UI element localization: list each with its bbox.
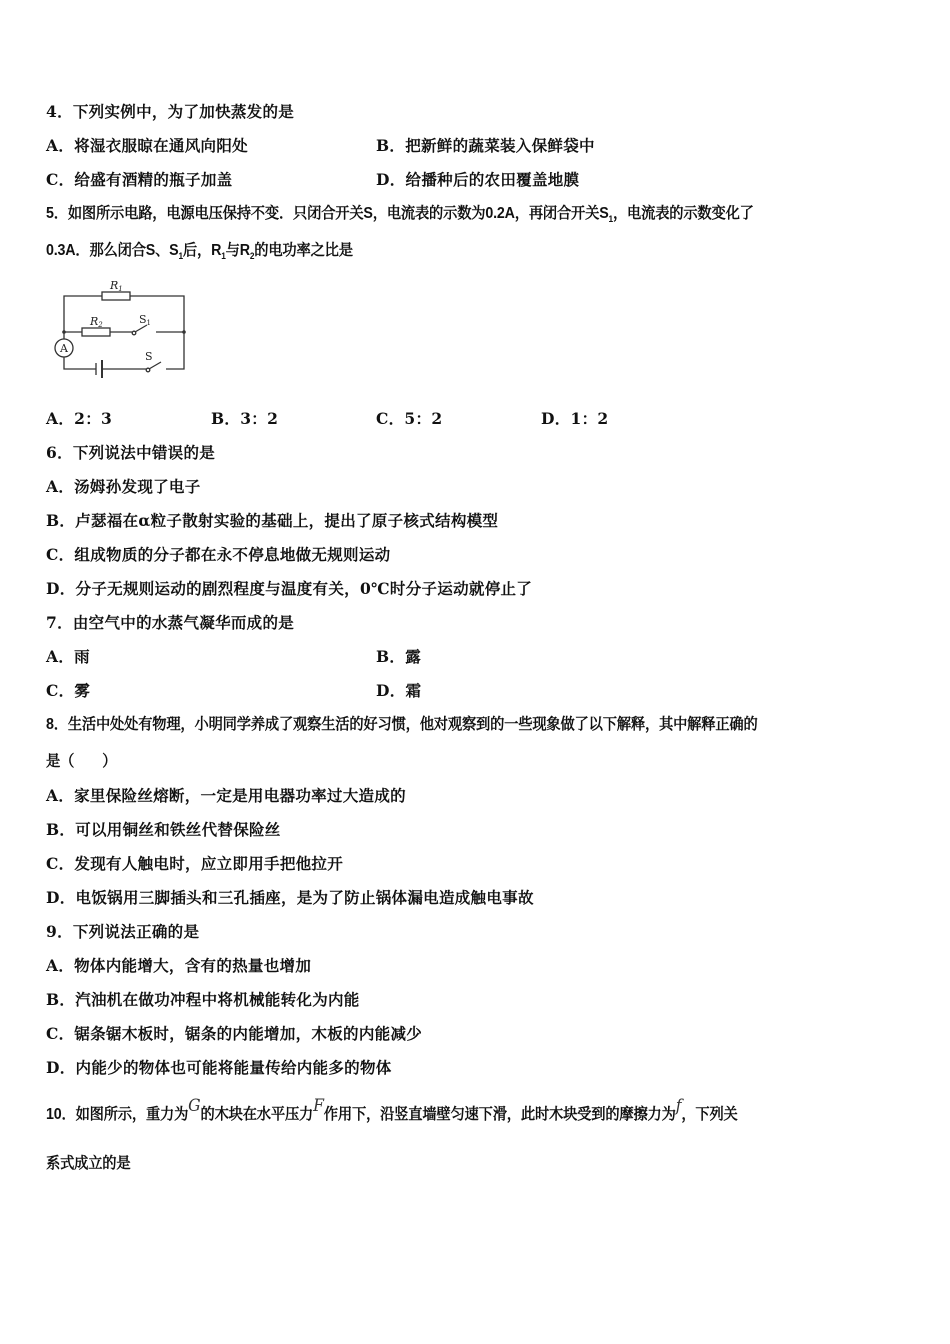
question-5-option-c: C．5：2 bbox=[376, 409, 443, 428]
question-7-option-d: D．霜 bbox=[376, 681, 422, 700]
s1-label: S1 bbox=[139, 313, 152, 327]
question-9-option-b: B．汽油机在做功冲程中将机械能转化为内能 bbox=[46, 990, 360, 1009]
stem-text: 0.3A．那么闭合S、S bbox=[46, 242, 179, 259]
subscript: 1 bbox=[221, 251, 226, 262]
question-7-stem: 7．由空气中的水蒸气凝华而成的是 bbox=[46, 613, 295, 632]
stem-text: 作用下，沿竖直墙壁匀速下滑，此时木块受到的摩擦力为 bbox=[323, 1106, 676, 1123]
question-5-option-d: D．1：2 bbox=[541, 409, 609, 428]
r2-label: R2 bbox=[90, 315, 103, 329]
question-5-option-b: B．3：2 bbox=[211, 409, 279, 428]
junction-dot bbox=[62, 330, 66, 334]
subscript: 1 bbox=[608, 214, 613, 225]
question-8-option-d: D．电饭锅用三脚插头和三孔插座，是为了防止锅体漏电造成触电事故 bbox=[46, 888, 534, 907]
stem-text: 10．如图所示，重力为 bbox=[46, 1106, 189, 1123]
question-8-option-b: B．可以用铜丝和铁丝代替保险丝 bbox=[46, 820, 281, 839]
question-9-option-c: C．锯条锯木板时，锯条的内能增加，木板的内能减少 bbox=[46, 1024, 423, 1043]
stem-text: 的木块在水平压力 bbox=[200, 1106, 314, 1123]
question-6-option-b: B．卢瑟福在α粒子散射实验的基础上，提出了原子核式结构模型 bbox=[46, 511, 499, 530]
question-6-stem: 6．下列说法中错误的是 bbox=[46, 443, 216, 462]
question-9-stem: 9．下列说法正确的是 bbox=[46, 922, 200, 941]
question-9-option-d: D．内能少的物体也可能将能量传给内能多的物体 bbox=[46, 1058, 392, 1077]
stem-text: 5．如图所示电路，电源电压保持不变．只闭合开关S，电流表的示数为0.2A，再闭合开关S bbox=[46, 205, 609, 222]
s-label: S bbox=[145, 350, 153, 363]
r1-label: R1 bbox=[110, 279, 123, 293]
question-7-option-b: B．露 bbox=[376, 647, 422, 666]
stem-text: ，下列关 bbox=[681, 1106, 738, 1123]
stem-text: 与R bbox=[225, 242, 250, 259]
question-5-stem-line1 bbox=[46, 204, 754, 229]
question-10-stem-line1 bbox=[46, 1096, 738, 1125]
variable-f-friction: f bbox=[675, 1096, 682, 1116]
question-9-option-a: A．物体内能增大，含有的热量也增加 bbox=[46, 956, 312, 975]
question-4-option-c: C．给盛有酒精的瓶子加盖 bbox=[46, 170, 233, 189]
question-5-option-a: A．2：3 bbox=[46, 409, 113, 428]
question-4-option-b: B．把新鲜的蔬菜装入保鲜袋中 bbox=[376, 136, 595, 155]
stem-text: 的电功率之比是 bbox=[254, 242, 353, 259]
question-10-stem-line2: 系式成立的是 bbox=[46, 1155, 131, 1172]
junction-dot bbox=[182, 330, 186, 334]
question-6-option-c: C．组成物质的分子都在永不停息地做无规则运动 bbox=[46, 545, 391, 564]
question-8-option-a: A．家里保险丝熔断，一定是用电器功率过大造成的 bbox=[46, 786, 406, 805]
question-4-option-a: A．将湿衣服晾在通风向阳处 bbox=[46, 136, 248, 155]
subscript: 1 bbox=[178, 251, 183, 262]
ammeter-label: A bbox=[60, 342, 68, 355]
question-4-option-d: D．给播种后的农田覆盖地膜 bbox=[376, 170, 580, 189]
question-6-option-d: D．分子无规则运动的剧烈程度与温度有关，0℃时分子运动就停止了 bbox=[46, 579, 533, 598]
question-8-stem-line1: 8．生活中处处有物理，小明同学养成了观察生活的好习惯，他对观察到的一些现象做了以下解释，其中解释正确的 bbox=[46, 716, 758, 733]
question-4-stem: 4．下列实例中，为了加快蒸发的是 bbox=[46, 102, 295, 121]
subscript: 2 bbox=[249, 251, 255, 262]
question-8-option-c: C．发现有人触电时，应立即用手把他拉开 bbox=[46, 854, 344, 873]
variable-g: G bbox=[188, 1096, 201, 1116]
question-6-option-a: A．汤姆孙发现了电子 bbox=[46, 477, 201, 496]
question-8-stem-line2: 是（ ） bbox=[46, 753, 117, 770]
circuit-diagram bbox=[44, 272, 194, 380]
question-7-option-c: C．雾 bbox=[46, 681, 91, 700]
question-5-stem-line2 bbox=[46, 241, 353, 266]
stem-text: ，电流表的示数变化了 bbox=[612, 205, 754, 222]
question-7-option-a: A．雨 bbox=[46, 647, 90, 666]
stem-text: 后，R bbox=[182, 242, 222, 259]
variable-f-force: F bbox=[313, 1096, 324, 1116]
